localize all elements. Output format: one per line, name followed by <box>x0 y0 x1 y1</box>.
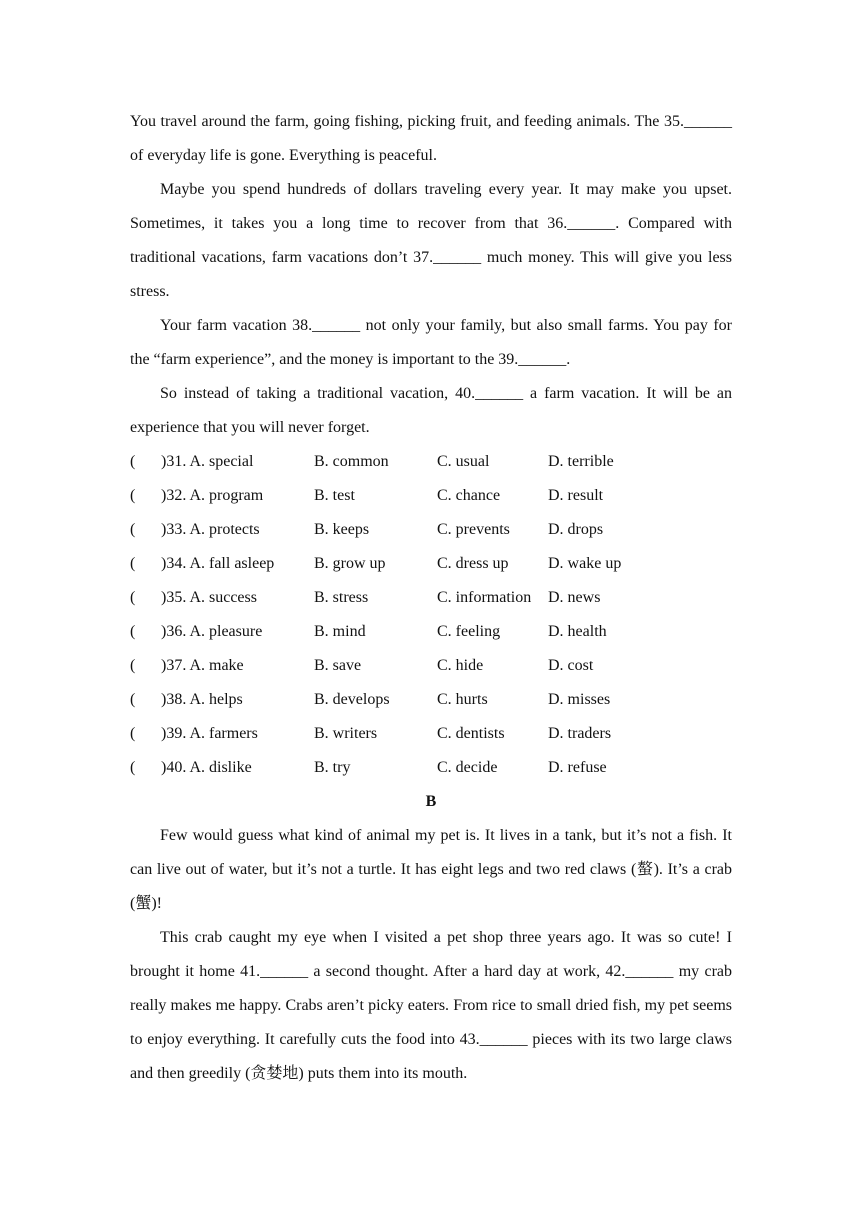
option-b: B. stress <box>314 589 369 606</box>
option-d: D. drops <box>548 521 604 538</box>
question-40 <box>130 751 732 785</box>
answer-paren: ( <box>130 623 136 640</box>
option-b: B. common <box>314 453 389 470</box>
option-b: B. grow up <box>314 555 386 572</box>
option-c: C. dress up <box>437 555 509 572</box>
answer-paren: ( <box>130 555 136 572</box>
option-d: D. traders <box>548 725 612 742</box>
question-35 <box>130 581 732 615</box>
paragraph-40: So instead of taking a traditional vacation, 40.______ a farm vacation. It will be an experience that you will never forget. <box>130 385 732 436</box>
question-37 <box>130 649 732 683</box>
question-38 <box>130 683 732 717</box>
question-32 <box>130 479 732 513</box>
option-d: D. misses <box>548 691 611 708</box>
answer-paren: ( <box>130 657 136 674</box>
paragraph-crab-intro: Few would guess what kind of animal my pet is. It lives in a tank, but it’s not a fish. It can live out of water, but it’s not a turtle. It has eight legs and two red claws (螯). It’s a crab (蟹)! <box>130 827 732 912</box>
answer-paren: ( <box>130 759 136 776</box>
question-39 <box>130 717 732 751</box>
answer-paren: ( <box>130 691 136 708</box>
answer-paren: ( <box>130 589 136 606</box>
paragraph-35: You travel around the farm, going fishing, picking fruit, and feeding animals. The 35.______ of everyday life is gone. Everything is peaceful. <box>130 113 732 164</box>
option-b: B. mind <box>314 623 366 640</box>
section-heading-b: B <box>425 793 437 810</box>
paragraph-38-39: Your farm vacation 38.______ not only your family, but also small farms. You pay for the “farm experience”, and the money is important to the 39.______. <box>130 317 732 368</box>
answer-paren: ( <box>130 487 136 504</box>
option-b: B. keeps <box>314 521 370 538</box>
option-a: )36. A. pleasure <box>161 623 263 640</box>
question-31 <box>130 445 732 479</box>
paragraph-crab-story: This crab caught my eye when I visited a pet shop three years ago. It was so cute! I brought it home 41.______ a second thought. After a hard day at work, 42.______ my crab really makes me happy. Crabs aren’t picky eaters. From rice to small dried fish, my pet seems to enjoy everything. It carefully cuts the food into 43.______ pieces with its two large claws and then greedily (贪婪地) puts them into its mouth. <box>130 929 732 1082</box>
option-c: C. hurts <box>437 691 488 708</box>
option-c: C. feeling <box>437 623 501 640</box>
option-a: )39. A. farmers <box>161 725 258 742</box>
option-c: C. chance <box>437 487 501 504</box>
option-c: C. information <box>437 589 532 606</box>
option-d: D. refuse <box>548 759 607 776</box>
answer-paren: ( <box>130 521 136 538</box>
option-d: D. news <box>548 589 601 606</box>
question-33 <box>130 513 732 547</box>
option-c: C. hide <box>437 657 484 674</box>
option-a: )31. A. special <box>161 453 254 470</box>
option-d: D. result <box>548 487 604 504</box>
question-34 <box>130 547 732 581</box>
option-a: )35. A. success <box>161 589 257 606</box>
option-b: B. develops <box>314 691 390 708</box>
option-b: B. test <box>314 487 355 504</box>
option-c: C. decide <box>437 759 498 776</box>
option-a: )32. A. program <box>161 487 264 504</box>
option-a: )37. A. make <box>161 657 244 674</box>
question-36 <box>130 615 732 649</box>
option-d: D. health <box>548 623 607 640</box>
option-a: )38. A. helps <box>161 691 243 708</box>
option-c: C. prevents <box>437 521 510 538</box>
option-d: D. terrible <box>548 453 614 470</box>
option-b: B. save <box>314 657 362 674</box>
option-c: C. dentists <box>437 725 505 742</box>
option-a: )33. A. protects <box>161 521 260 538</box>
option-b: B. writers <box>314 725 378 742</box>
option-a: )40. A. dislike <box>161 759 252 776</box>
option-b: B. try <box>314 759 351 776</box>
question-list <box>130 445 732 785</box>
answer-paren: ( <box>130 725 136 742</box>
option-d: D. wake up <box>548 555 622 572</box>
option-c: C. usual <box>437 453 490 470</box>
answer-paren: ( <box>130 453 136 470</box>
option-d: D. cost <box>548 657 594 674</box>
paragraph-36-37: Maybe you spend hundreds of dollars traveling every year. It may make you upset. Sometimes, it takes you a long time to recover from that 36.______. Compared with traditional vacations, farm vacations don’t 37.______ much money. This will give you less stress. <box>130 181 732 300</box>
passage-a <box>130 105 732 1091</box>
option-a: )34. A. fall asleep <box>161 555 275 572</box>
